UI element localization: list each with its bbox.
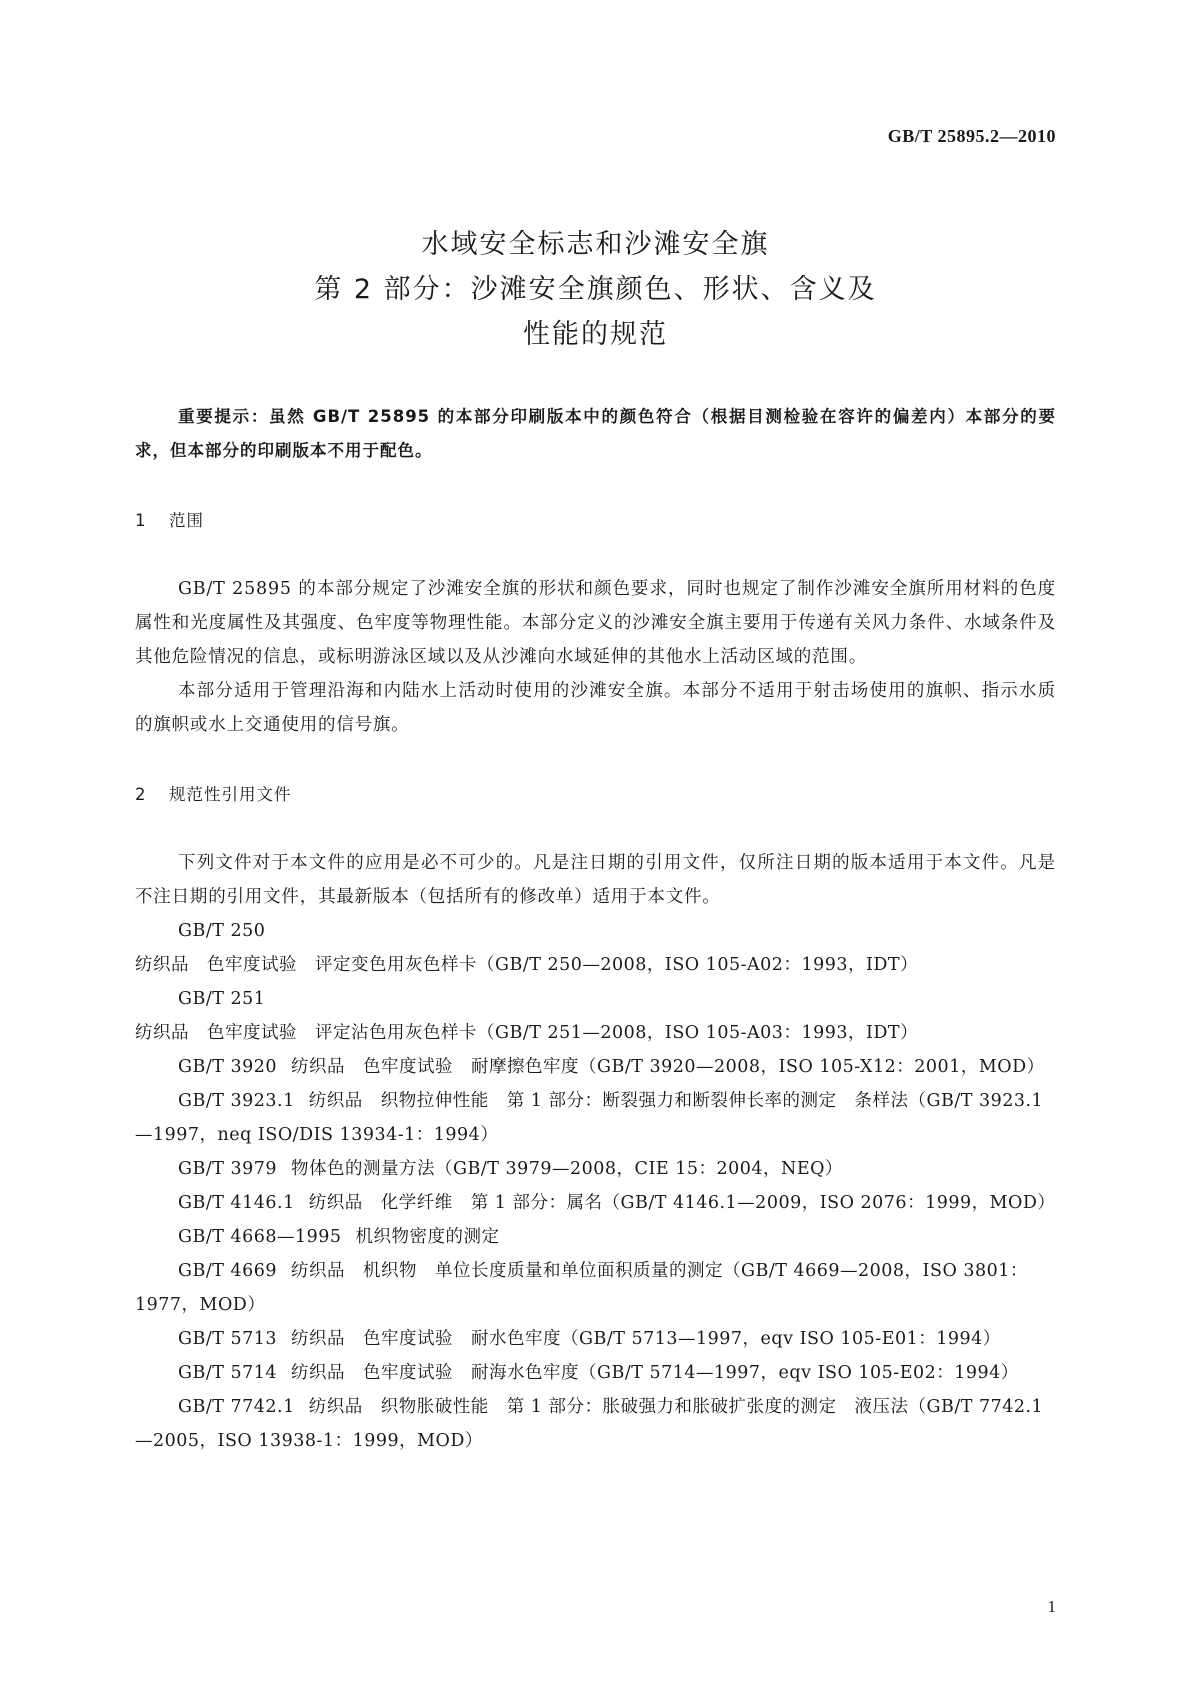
title-line-2: 第 2 部分：沙滩安全旗颜色、形状、含义及 [314,274,877,305]
reference-code: GB/T 5713 [178,1329,278,1349]
section-1-title: 范围 [169,511,204,530]
reference-text: 纺织品 色牢度试验 耐海水色牢度（GB/T 5714—1997，eqv ISO 105-E02：1994） [291,1363,1019,1383]
reference-code: GB/T 4669 [178,1261,278,1281]
page-number: 1 [1047,1597,1056,1616]
title-line-3: 性能的规范 [523,319,668,350]
reference-item [135,1390,1056,1458]
section-1-heading [135,504,1056,538]
reference-item [135,982,1056,1050]
standard-code: GB/T 25895.2—2010 [887,126,1056,146]
reference-item [135,1050,1056,1084]
reference-code: GB/T 7742.1 [178,1397,295,1417]
reference-text: 机织物密度的测定 [355,1227,500,1247]
reference-code: GB/T 3979 [178,1159,278,1179]
section-1-paragraph: 本部分适用于管理沿海和内陆水上活动时使用的沙滩安全旗。本部分不适用于射击场使用的旗帜、指示水质的旗帜或水上交通使用的信号旗。 [135,681,1056,735]
reference-code: GB/T 250 [178,921,266,941]
reference-code: GB/T 3923.1 [178,1091,295,1111]
section-2-number: 2 [135,785,147,804]
reference-code: GB/T 3920 [178,1057,278,1077]
document-body [135,400,1056,1458]
title-line-1: 水域安全标志和沙滩安全旗 [421,229,770,260]
section-1-paragraph: GB/T 25895 的本部分规定了沙滩安全旗的形状和颜色要求，同时也规定了制作沙滩安全旗所用材料的色度属性和光度属性及其强度、色牢度等物理性能。本部分定义的沙滩安全旗主要用于传递有关风力条件、水域条件及其他危险情况的信息，或标明游泳区域以及从沙滩向水域延伸的其他水上活动区域的范围。 [135,579,1056,667]
reference-code: GB/T 251 [178,989,266,1009]
reference-text: 纺织品 色牢度试验 耐水色牢度（GB/T 5713—1997，eqv ISO 105-E01：1994） [291,1329,1001,1349]
reference-text: 纺织品 机织物 单位长度质量和单位面积质量的测定（GB/T 4669—2008，ISO 3801：1977，MOD） [135,1261,1028,1315]
reference-item [135,1186,1056,1220]
section-2-title: 规范性引用文件 [169,785,292,804]
section-spacer [135,742,1056,778]
section-1-number: 1 [135,511,147,530]
reference-code: GB/T 5714 [178,1363,278,1383]
reference-item [135,1152,1056,1186]
reference-code: GB/T 4668—1995 [178,1227,342,1247]
reference-text: 纺织品 色牢度试验 评定变色用灰色样卡（GB/T 250—2008，ISO 105-A02：1993，IDT） [135,955,919,975]
reference-text: 纺织品 织物拉伸性能 第 1 部分：断裂强力和断裂伸长率的测定 条样法（GB/T 3923.1—1997，neq ISO/DIS 13934-1：1994） [135,1091,1044,1145]
reference-item [135,1322,1056,1356]
reference-text: 纺织品 织物胀破性能 第 1 部分：胀破强力和胀破扩张度的测定 液压法（GB/T 7742.1—2005，ISO 13938-1：1999，MOD） [135,1397,1044,1451]
reference-code: GB/T 4146.1 [178,1193,295,1213]
reference-text: 纺织品 色牢度试验 耐摩擦色牢度（GB/T 3920—2008，ISO 105-X12：2001，MOD） [291,1057,1045,1077]
reference-item [135,1220,1056,1254]
reference-text: 纺织品 化学纤维 第 1 部分：属名（GB/T 4146.1—2009，ISO 2076：1999，MOD） [308,1193,1056,1213]
reference-item [135,1254,1056,1322]
section-2-intro: 下列文件对于本文件的应用是必不可少的。凡是注日期的引用文件，仅所注日期的版本适用于本文件。凡是不注日期的引用文件，其最新版本（包括所有的修改单）适用于本文件。 [135,853,1056,907]
reference-item [135,1084,1056,1152]
section-2-heading [135,778,1056,812]
reference-item [135,914,1056,982]
important-note: 重要提示：虽然 GB/T 25895 的本部分印刷版本中的颜色符合（根据目测检验在容许的偏差内）本部分的要求，但本部分的印刷版本不用于配色。 [135,407,1056,460]
reference-item [135,1356,1056,1390]
document-title [130,222,1061,357]
reference-text: 纺织品 色牢度试验 评定沾色用灰色样卡（GB/T 251—2008，ISO 105-A03：1993，IDT） [135,1023,919,1043]
reference-text: 物体色的测量方法（GB/T 3979—2008，CIE 15：2004，NEQ） [291,1159,843,1179]
